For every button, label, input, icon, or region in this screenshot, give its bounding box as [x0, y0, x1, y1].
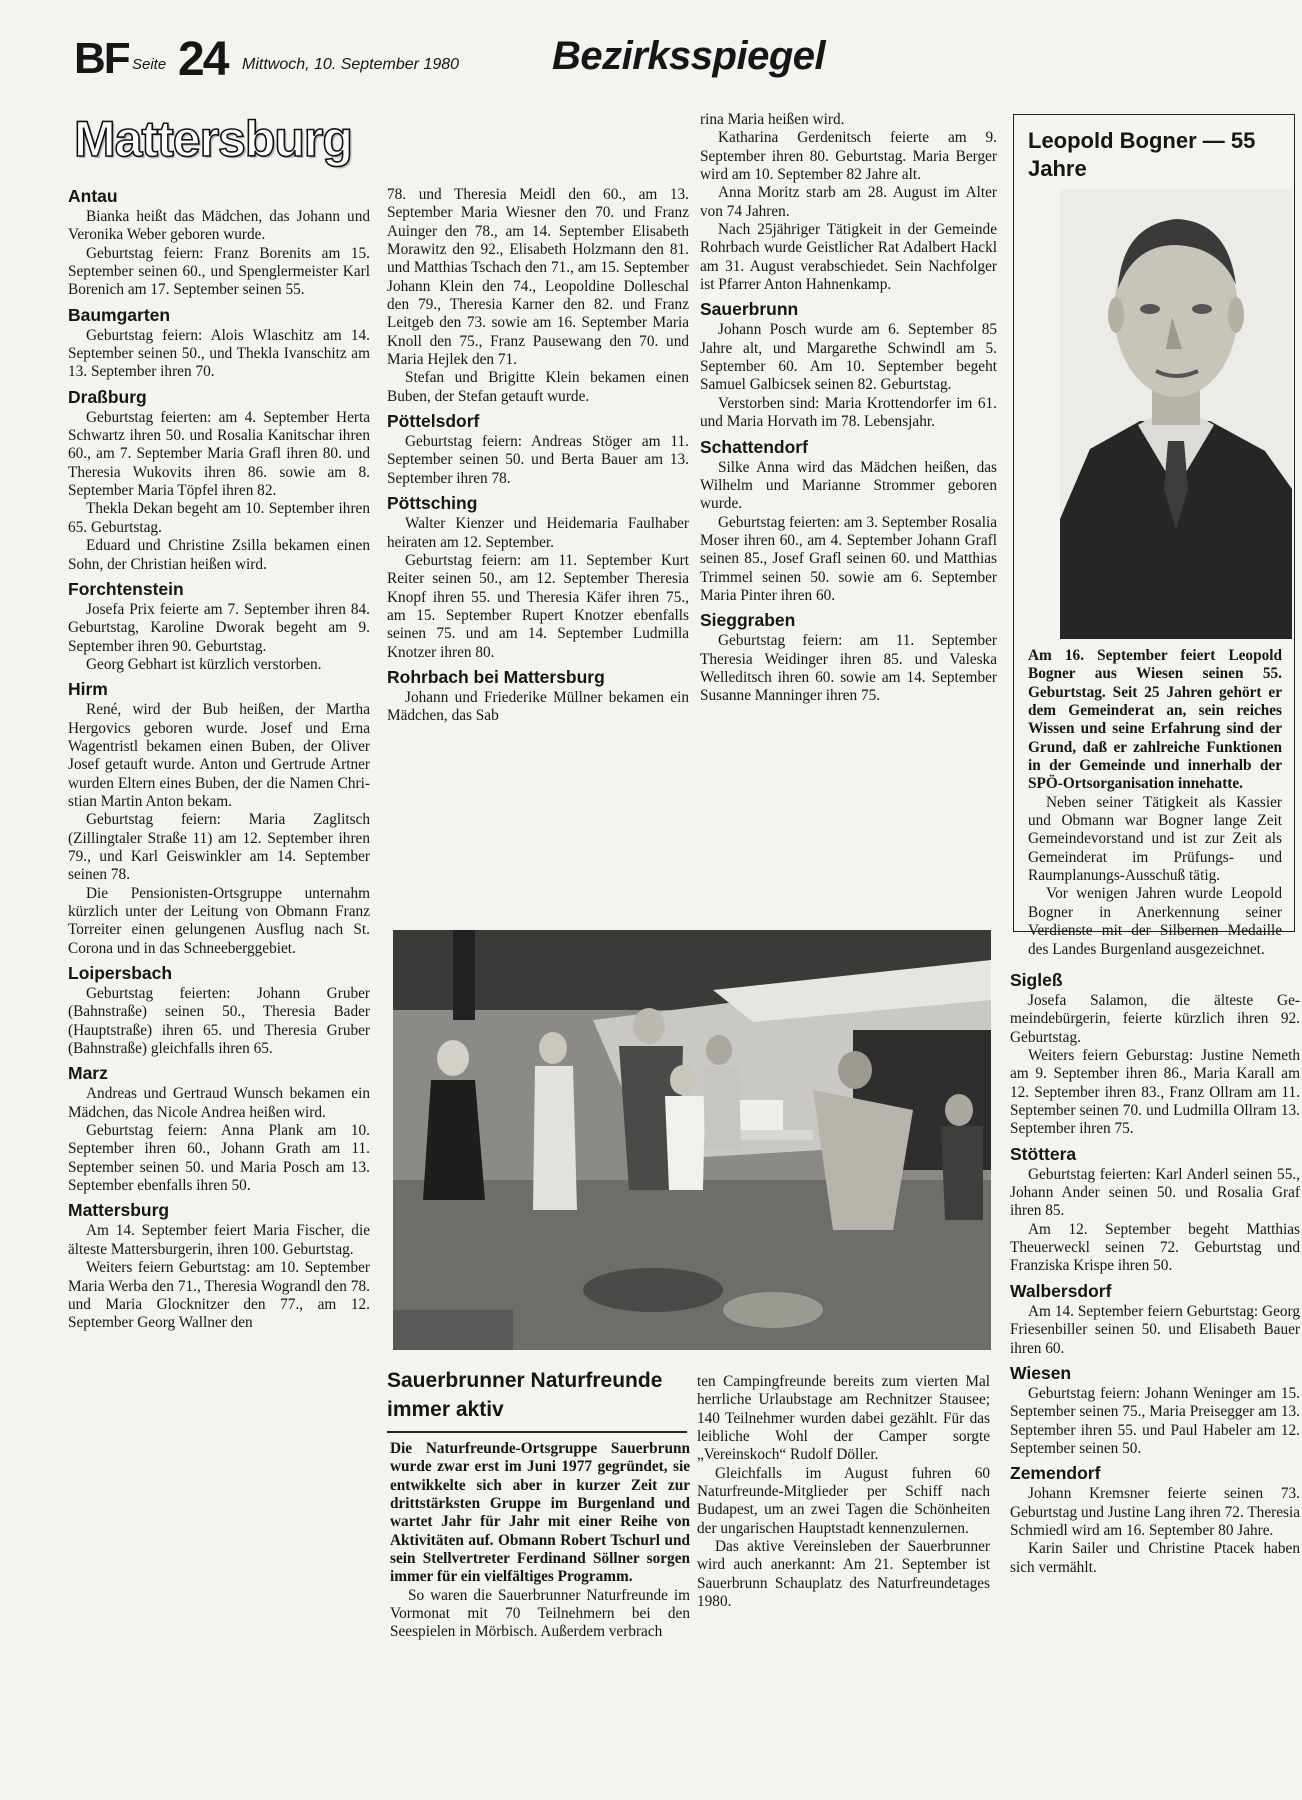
paragraph: Die Pensionisten-Ortsgruppe unternahm kürzlich unter der Leitung von Obmann Franz Torreiter einen gelungenen Ausflug nach St. Corona und in das Schneeberggebiet.	[68, 884, 370, 957]
town-heading: Hirm	[68, 679, 108, 700]
town-heading: Pöttelsdorf	[387, 411, 480, 432]
paragraph: 78. und Theresia Meidl den 60., am 13. September Maria Wiesner den 70. und Franz Auinger den 78., am 14. September Elisabeth Morawitz den 92., Elisabeth Holzmann den 81. und Matthias Tschach den 71., am 15. September Johann Klein den 74., Leopoldine Dolleschal den 79., Theresia Karner den 82. und Franz Leitgeb den 73. sowie am 16. September Maria Knoll den 75., Franz Pausewang den 70. und Maria Hejlek den 71.	[387, 186, 689, 369]
page-label: Seite	[132, 56, 167, 73]
paragraph: Georg Gebhart ist kürzlich verstorben.	[86, 655, 322, 673]
town-heading: Rohrbach bei Mattersburg	[387, 666, 605, 687]
column-3	[700, 111, 997, 706]
column-4	[1010, 970, 1300, 1710]
paragraph: Am 14. September feiert Maria Fischer, die älteste Mattersburgerin, ihren 100. Geburtstag.	[68, 1222, 370, 1258]
town-heading: Sauerbrunn	[700, 299, 799, 320]
issue-date: Mittwoch, 10. September 1980	[242, 56, 460, 73]
town-heading: Draßburg	[68, 386, 147, 407]
paragraph: Das aktive Vereinsleben der Sauerbrunner wird auch anerkannt: Am 21. September ist Sauerbrunn Schauplatz des Naturfreundetages 1980.	[697, 1538, 990, 1611]
caption-lead: Am 16. September feiert Leopold Bogner aus Wiesen seinen 55. Geburtstag. Seit 25 Jahren gehört er dem Gemeinderat an, sein reiches Wissen und seine Erfahrung sind der Grund, daß er zahlreiche Funktionen in der Gemeinde und innerhalb der SPÖ-Ortsorganisation innehatte.	[1028, 647, 1282, 793]
paragraph: Thekla Dekan begeht am 10. September ihren 65. Geburtstag.	[68, 500, 370, 536]
paragraph: Johann und Friederike Müllner bekamen ein Mädchen, das Sab	[387, 688, 689, 725]
paragraph: Geburtstag feiern: Franz Borenits am 15. September seinen 60., und Spenglermeister Karl Borenich am 17. September seinen 55.	[68, 244, 370, 299]
paragraph: Am 12. September begeht Matthias Theuerweckl seinen 72. Geburtstag und Franziska Krispe ihren 50.	[1010, 1220, 1300, 1275]
portrait-headline: Leopold Bogner — 55 Jahre	[1028, 128, 1256, 181]
paragraph: Vor wenigen Jahren wurde Leopold Bogner in Anerkennung seiner Verdienste mit der Silbernen Medaille des Landes Burgenland ausgezeichnet.	[1028, 885, 1282, 958]
town-heading: Schattendorf	[700, 436, 808, 457]
paragraph: René, wird der Bub heißen, der Martha Hergovics geboren wurde. Josef und Erna Wagentristl bekamen einen Buben, der Oliver Josef getauft wurde. Anton und Gertrude Artner wurden Eltern eines Buben, der die Namen Christian Martin Anton bekam.	[68, 701, 370, 810]
page-number: 24	[178, 33, 228, 86]
portrait-box	[1013, 114, 1295, 958]
paragraph: Johann Kremsner feierte seinen 73. Geburtstag und Justine Lang ihren 72. Theresia Schmiedl wird am 16. September 80 Jahre.	[1010, 1485, 1300, 1539]
town-heading: Loipersbach	[68, 963, 173, 984]
paragraph: Weiters feiern Geburtstag: am 10. September Maria Werba den 71., Theresia Wograndl den 78. und Maria Glocknitzer den 77., am 12. September Georg Wallner den	[68, 1259, 370, 1332]
paragraph: Eduard und Christine Zsilla bekamen einen Sohn, der Christian heißen wird.	[68, 537, 370, 573]
paragraph: Geburtstag feierten: Karl Anderl seinen 55., Johann Ander seinen 50. und Rosalia Graf ihren 85.	[1010, 1165, 1300, 1220]
paragraph: Am 14. September feiern Geburtstag: Georg Friesenbiller seinen 50. und Elisabeth Bauer ihren 60.	[1010, 1302, 1300, 1357]
article-headline: Sauerbrunner Naturfreunde immer aktiv	[387, 1369, 663, 1421]
town-heading: Forchtenstein	[68, 578, 184, 599]
article-lead: Die Naturfreunde-Ortsgruppe Sauerbrunn wurde zwar erst im Juni 1977 gegründet, sie entwikkelte sich aber in kurzer Zeit zur drittstärksten Gruppe im Burgenland und wartet Jahr für Jahr mit einer Reihe von Aktivitäten auf. Obmann Robert Tschurl und sein Stellvertreter Ferdinand Söllner sorgen immer für ein vielfältiges Programm.	[390, 1440, 690, 1586]
town-heading: Sieggraben	[700, 610, 796, 631]
camping-scene	[393, 930, 991, 1350]
town-heading: Baumgarten	[68, 304, 171, 325]
paragraph: Geburtstag feiern: Andreas Stöger am 11. September seinen 50. und Berta Bauer am 13. September ihren 78.	[387, 433, 689, 487]
section-title: Bezirksspiegel	[552, 34, 826, 78]
paragraph: Johann Posch wurde am 6. September 85 Jahre alt, und Margarethe Schwindl am 5. September 60. Am 10. September begeht Samuel Galbicsek seinen 82. Geburtstag.	[700, 321, 997, 394]
town-heading: Sigleß	[1010, 970, 1063, 990]
page-header	[74, 34, 1274, 84]
column-2	[387, 186, 689, 726]
paragraph: Anna Moritz starb am 28. August im Alter von 74 Jahren.	[700, 184, 997, 220]
paragraph: Silke Anna wird das Mädchen heißen, das Wilhelm und Marianne Strommer geboren wurde.	[700, 458, 997, 513]
column-1	[68, 186, 370, 1333]
paragraph: Geburtstag feiern: Anna Plank am 10. September ihren 60., Johann Grath am 11. September seinen 50. und Maria Posch am 13. September ebenfalls ihren 50.	[68, 1122, 370, 1195]
paragraph: Karin Sailer und Christine Ptacek haben sich vermählt.	[1010, 1540, 1300, 1576]
town-heading: Marz	[68, 1063, 108, 1084]
paragraph: Walter Kienzer und Heidemaria Faulhaber heiraten am 12. September.	[387, 515, 689, 551]
portrait-photo	[1060, 189, 1292, 639]
town-heading: Pöttsching	[387, 493, 478, 514]
town-heading: Zemendorf	[1010, 1463, 1101, 1484]
group-photo	[393, 930, 991, 1350]
paragraph: Geburtstag feiern: am 11. September Theresia Weidinger ihren 85. und Valeska Welleditsch ihren 60. sowie am 14. September Susanne Manninger ihren 75.	[700, 632, 997, 705]
paragraph: Geburtstag feierten: am 3. September Rosalia Moser ihren 60., am 4. September Johann Grafl seinen 85., Josef Grafl seinen 60. und Matthias Trimmel seinen 50. sowie am 6. September Maria Pinter ihren 60.	[700, 513, 997, 604]
town-heading: Stöttera	[1010, 1143, 1077, 1164]
paragraph: Andreas und Gertraud Wunsch bekamen ein Mädchen, das Nicole Andrea heißen wird.	[68, 1085, 370, 1121]
headline-rule	[387, 1431, 687, 1433]
paragraph: Nach 25jähriger Tätigkeit in der Gemeinde Rohrbach wurde Geistlicher Rat Adalbert Hackl am 31. August verabschiedet. Sein Nachfolger ist Pfarrer Anton Hahnenkamp.	[700, 221, 997, 294]
paragraph: Katharina Gerdenitsch feierte am 9. September ihren 80. Geburtstag. Maria Berger wird am 10. September 82 Jahre alt.	[700, 129, 997, 184]
paragraph: Geburtstag feierten: am 4. September Herta Schwartz ihren 50. und Rosalia Kanitschar ihren 60., am 7. September Maria Grafl ihren 80. und Theresia Wukovits ihren 86. sowie am 8. September Maria Töpfel ihren 82.	[68, 408, 370, 500]
region-title: Mattersburg	[74, 111, 352, 167]
article-column-2	[697, 1373, 990, 1611]
town-heading: Wiesen	[1010, 1362, 1072, 1383]
article-column-1	[390, 1440, 690, 1642]
paragraph: Geburtstag feiern: Alois Wlaschitz am 14. September seinen 50., und Thekla Ivanschitz am 13. September ihren 70.	[68, 326, 370, 381]
paragraph: Bianka heißt das Mädchen, das Johann und Veronika Weber geboren wurde.	[68, 208, 370, 244]
paragraph: Gleichfalls im August fuhren 60 Naturfreunde-Mitglieder per Schiff nach Budapest, um an zwei Tagen die Schönheiten der ungarischen Hauptstadt kennenzulernen.	[697, 1464, 990, 1537]
paragraph: So waren die Sauerbrunner Naturfreunde im Vormonat mit 70 Teilnehmern bei den Seespielen in Mörbisch. Außerdem verbrach	[390, 1586, 690, 1641]
paragraph: Geburtstag feiern: am 11. September Kurt Reiter seinen 50., am 12. September Theresia Knopf ihren 55. und Theresia Käfer ihren 75., am 15. September Rupert Knotzer ebenfalls seinen 75. und am 14. September Ludmilla Knotzer ihren 80.	[387, 551, 689, 661]
paragraph: ten Campingfreunde bereits zum vierten Mal herrliche Urlaubstage am Rechnitzer Stausee; 140 Teilnehmer wurden dabei gezählt. Für das leibliche Wohl der Camper sorgte „Vereinskoch“ Rudolf Döller.	[697, 1373, 990, 1464]
portrait-figure	[1060, 189, 1292, 639]
paragraph: Weiters feiern Geburstag: Justine Nemeth am 9. September ihren 86., Maria Karall am 12. September ihren 83., Franz Ollram am 11. September seinen 70. und Ludmilla Ollram 13. September ihren 75.	[1010, 1047, 1300, 1138]
paragraph: Stefan und Brigitte Klein bekamen einen Buben, der Stefan getauft wurde.	[387, 369, 689, 405]
town-heading: Antau	[68, 186, 118, 206]
portrait-caption	[1028, 647, 1282, 959]
town-heading: Walbersdorf	[1010, 1280, 1112, 1301]
paragraph: rina Maria heißen wird.	[700, 111, 845, 128]
paragraph: Geburtstag feierten: Johann Gruber (Bahnstraße) seinen 50., Theresia Bader (Hauptstraße) ihren 65. und Theresia Gruber (Bahnstraße) gleichfalls ihren 65.	[68, 985, 370, 1058]
newspaper-logo: BF	[74, 34, 129, 83]
paragraph: Geburtstag feiern: Maria Zaglitsch (Zillingtaler Straße 11) am 12. September ihren 79., und Karl Geiswinkler am 14. September seinen 78.	[68, 811, 370, 884]
paragraph: Verstorben sind: Maria Krottendorfer im 61. und Maria Horvath im 78. Lebensjahr.	[700, 394, 997, 431]
paragraph: Geburtstag feiern: Johann Weninger am 15. September seinen 75., Maria Preisegger am 13. September ihren 55. und Paul Habeler am 12. September seinen 50.	[1010, 1384, 1300, 1457]
town-heading: Mattersburg	[68, 1200, 170, 1221]
paragraph: Josefa Salamon, die älteste Gemeindebürgerin, feierte kürzlich ihren 92. Geburtstag.	[1010, 992, 1300, 1046]
paragraph: Neben seiner Tätigkeit als Kassier und Obmann war Bogner lange Zeit Gemeindevorstand und ist zur Zeit als Gemeinderat im Prüfungs- und Raumplanungs-Ausschuß tätig.	[1028, 793, 1282, 885]
paragraph: Josefa Prix feierte am 7. September ihren 84. Geburtstag, Karoline Dworak begeht am 9. September ihren 90. Geburtstag.	[68, 600, 370, 655]
